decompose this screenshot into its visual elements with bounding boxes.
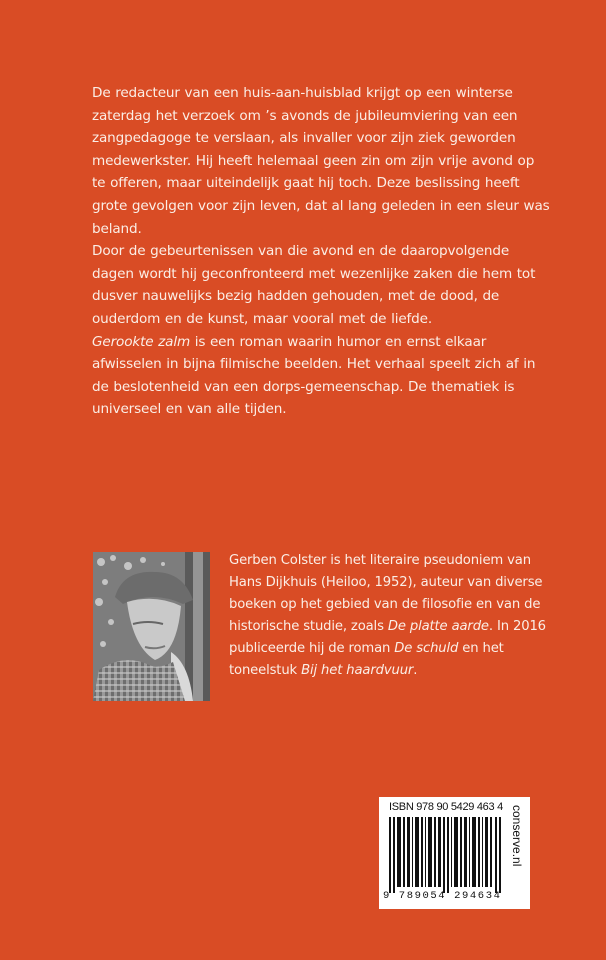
- author-photo: [93, 552, 210, 701]
- book-title: Gerookte zalm: [92, 333, 191, 350]
- blurb-paragraph-3: Gerookte zalm is een roman waarin humor en ernst elkaar afwisselen in bijna filmische beelden. Het verhaal speelt zich af in de beslotenheid van een dorps-gemeenschap. De thematiek is universeel en van alle tijden.: [92, 333, 536, 418]
- title-bij-het-haardvuur: Bij het haardvuur: [301, 663, 414, 678]
- back-cover-blurb: [92, 82, 552, 421]
- author-bio: Gerben Colster is het literaire pseudoniem van Hans Dijkhuis (Heiloo, 1952), auteur van diverse boeken op het gebied van de filosofie en van de historische studie, zoals De platte aarde. In 2016 publiceerde hij de roman De schuld en het toneelstuk Bij het haardvuur.: [229, 553, 546, 678]
- blurb-paragraph-2: Door de gebeurtenissen van die avond en de daaropvolgende dagen wordt hij geconfronteerd met wezenlijke zaken die hem tot dusver nauwelijks bezig hadden gehouden, met de dood, de ouderdom en de kunst, maar vooral met de liefde.: [92, 243, 536, 327]
- barcode-block: [379, 797, 530, 909]
- title-de-platte-aarde: De platte aarde: [387, 619, 489, 634]
- blurb-paragraph-1: De redacteur van een huis-aan-huisblad krijgt op een winterse zaterdag het verzoek om ’s avonds de jubileumviering van een zangpedagoge te verslaan, als invaller voor zijn ziek geworden medewerkster. Hij heeft helemaal geen zin om zijn vrije avond op te offeren, maar uiteindelijk gaat hij toch. Deze beslissing heeft grote gevolgen voor zijn leven, dat al lang geleden in een sleur was beland.: [92, 85, 550, 237]
- publisher-url: conserve.nl: [510, 805, 524, 867]
- barcode-digits: 9 789054 294634: [383, 890, 502, 902]
- barcode-icon: [389, 817, 501, 893]
- isbn-label: ISBN 978 90 5429 463 4: [389, 801, 503, 813]
- title-de-schuld: De schuld: [394, 641, 459, 656]
